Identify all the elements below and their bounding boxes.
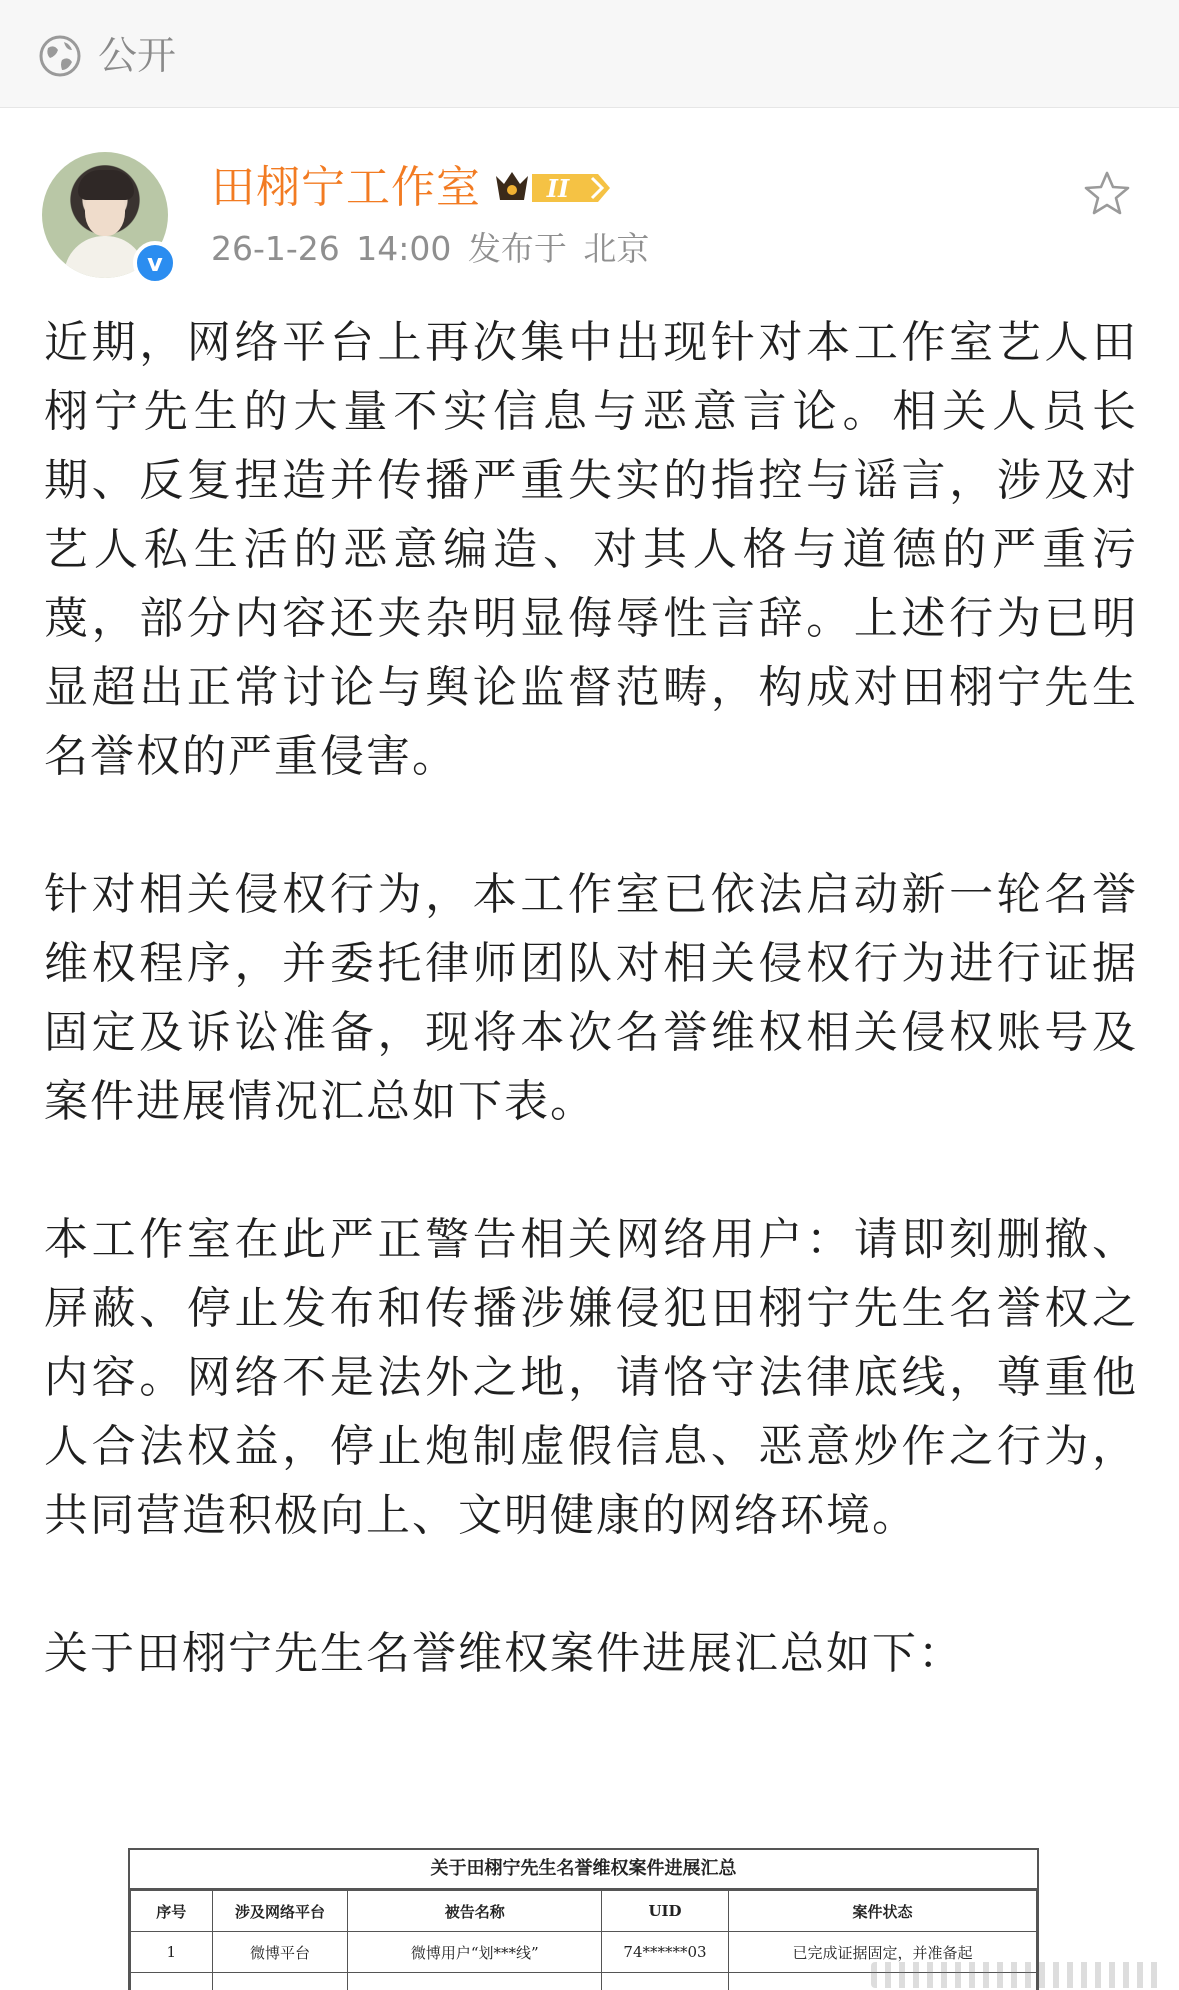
globe-icon (38, 34, 82, 78)
column-header: 序号 (131, 1891, 213, 1932)
visibility-label: 公开 (98, 30, 176, 84)
post-meta (211, 226, 649, 272)
table-cell: 已完成证据固定，并准备起 (728, 1932, 1036, 1973)
visibility-bar (0, 0, 1179, 108)
vip-level: II (546, 174, 570, 203)
column-header: 涉及网络平台 (212, 1891, 348, 1932)
table-cell: 74******03 (602, 1932, 729, 1973)
post-paragraph: 本工作室在此严正警告相关网络用户：请即刻删撤、屏蔽、停止发布和传播涉嫌侵犯田栩宁先生名誉权之内容。网络不是法外之地，请恪守法律底线，尊重他人合法权益，停止炮制虚假信息、恶意炒作之行为，共同营造积极向上、文明健康的网络环境。 (44, 1205, 1138, 1550)
vip-level-badge-icon (494, 166, 612, 210)
post-paragraph: 近期，网络平台上再次集中出现针对本工作室艺人田栩宁先生的大量不实信息与恶意言论。相关人员长期、反复捏造并传播严重失实的指控与谣言，涉及对艺人私生活的恶意编造、对其人格与道德的严重污蔑，部分内容还夹杂明显侮辱性言辞。上述行为已明显超出正常讨论与舆论监督范畴，构成对田栩宁先生名誉权的严重侵害。 (44, 308, 1138, 791)
post-paragraph: 针对相关侵权行为，本工作室已依法启动新一轮名誉维权程序，并委托律师团队对相关侵权行为进行证据固定及诉讼准备，现将本次名誉维权相关侵权账号及案件进展情况汇总如下表。 (44, 860, 1138, 1136)
post-paragraph: 关于田栩宁先生名誉维权案件进展汇总如下： (44, 1619, 1138, 1688)
post-time: 26-1-26 14:00 (211, 229, 451, 268)
post-location: 发布于 北京 (468, 229, 650, 268)
table-cell: 微博用户“划***线” (348, 1932, 602, 1973)
favorite-star-icon[interactable] (1082, 168, 1132, 218)
post-body (44, 308, 1138, 1688)
document-title: 关于田栩宁先生名誉维权案件进展汇总 (130, 1850, 1037, 1890)
column-header: 被告名称 (348, 1891, 602, 1932)
author-name[interactable]: 田栩宁工作室 (211, 160, 481, 216)
watermark (871, 1962, 1161, 1988)
table-header-row (131, 1891, 1037, 1932)
column-header: UID (602, 1891, 729, 1932)
table-cell: 微博平台 (212, 1932, 348, 1973)
table-cell: 1 (131, 1932, 213, 1973)
verified-badge-icon: v (133, 241, 177, 285)
column-header: 案件状态 (728, 1891, 1036, 1932)
